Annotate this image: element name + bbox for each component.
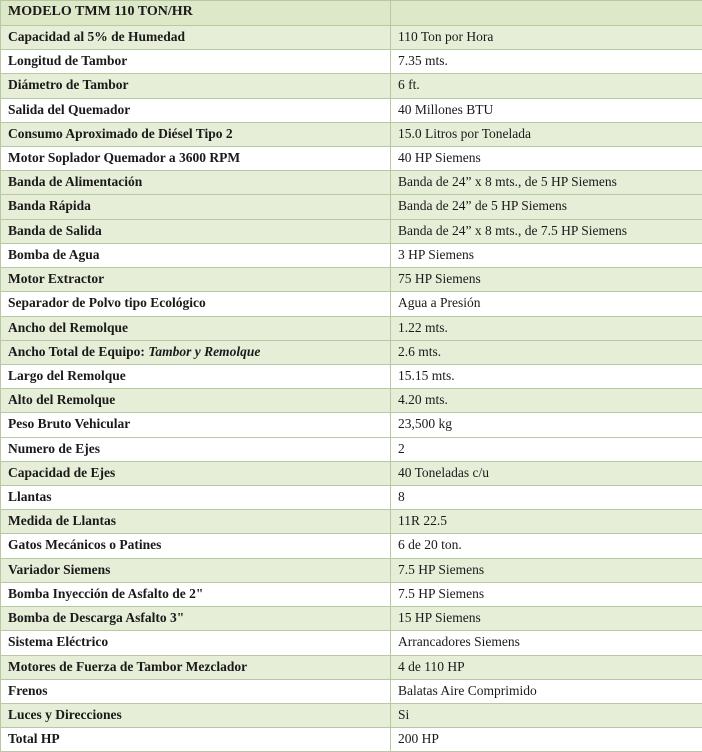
spec-label: Consumo Aproximado de Diésel Tipo 2 <box>1 122 391 146</box>
spec-label: Llantas <box>1 486 391 510</box>
table-row <box>1 582 702 606</box>
spec-label: Motor Extractor <box>1 268 391 292</box>
spec-value: 23,500 kg <box>391 413 702 437</box>
table-row <box>1 171 702 195</box>
table-row <box>1 364 702 388</box>
table-row <box>1 631 702 655</box>
spec-label: Diámetro de Tambor <box>1 74 391 98</box>
table-row <box>1 219 702 243</box>
spec-value: 8 <box>391 486 702 510</box>
table-row <box>1 316 702 340</box>
spec-value: 15.0 Litros por Tonelada <box>391 122 702 146</box>
table-row <box>1 268 702 292</box>
table-header-row <box>1 1 702 26</box>
spec-value: 4 de 110 HP <box>391 655 702 679</box>
spec-label: Banda Rápida <box>1 195 391 219</box>
spec-value: Agua a Presión <box>391 292 702 316</box>
table-row <box>1 704 702 728</box>
table-row <box>1 728 702 752</box>
spec-value: Si <box>391 704 702 728</box>
spec-value: 7.5 HP Siemens <box>391 558 702 582</box>
spec-label: Numero de Ejes <box>1 437 391 461</box>
specifications-table-body <box>1 1 702 752</box>
table-row <box>1 534 702 558</box>
spec-value: 40 Toneladas c/u <box>391 461 702 485</box>
spec-value: 110 Ton por Hora <box>391 25 702 49</box>
table-header-label: MODELO TMM 110 TON/HR <box>1 1 391 26</box>
spec-value: 40 HP Siemens <box>391 146 702 170</box>
table-row <box>1 122 702 146</box>
spec-value: Arrancadores Siemens <box>391 631 702 655</box>
spec-label: Sistema Eléctrico <box>1 631 391 655</box>
spec-label: Variador Siemens <box>1 558 391 582</box>
spec-label: Bomba de Agua <box>1 243 391 267</box>
table-row <box>1 437 702 461</box>
spec-value: 3 HP Siemens <box>391 243 702 267</box>
spec-value: Balatas Aire Comprimido <box>391 679 702 703</box>
spec-value: Banda de 24” de 5 HP Siemens <box>391 195 702 219</box>
spec-value: 15 HP Siemens <box>391 607 702 631</box>
table-row <box>1 50 702 74</box>
spec-label: Banda de Alimentación <box>1 171 391 195</box>
spec-value: 7.5 HP Siemens <box>391 582 702 606</box>
table-row <box>1 679 702 703</box>
table-row <box>1 486 702 510</box>
table-row <box>1 340 702 364</box>
spec-value: 1.22 mts. <box>391 316 702 340</box>
spec-value: 11R 22.5 <box>391 510 702 534</box>
spec-label: Peso Bruto Vehicular <box>1 413 391 437</box>
table-row <box>1 146 702 170</box>
spec-label <box>1 340 391 364</box>
table-row <box>1 607 702 631</box>
spec-value: 200 HP <box>391 728 702 752</box>
spec-label: Gatos Mecánicos o Patines <box>1 534 391 558</box>
spec-label-main: Ancho Total de Equipo: <box>8 344 145 359</box>
spec-label: Salida del Quemador <box>1 98 391 122</box>
table-row <box>1 389 702 413</box>
table-row <box>1 655 702 679</box>
spec-value: 2.6 mts. <box>391 340 702 364</box>
table-header-value <box>391 1 702 26</box>
spec-value: 40 Millones BTU <box>391 98 702 122</box>
spec-value: 7.35 mts. <box>391 50 702 74</box>
table-row <box>1 558 702 582</box>
spec-value: 6 de 20 ton. <box>391 534 702 558</box>
table-row <box>1 243 702 267</box>
table-row <box>1 413 702 437</box>
spec-label: Alto del Remolque <box>1 389 391 413</box>
spec-value: 2 <box>391 437 702 461</box>
spec-label: Banda de Salida <box>1 219 391 243</box>
spec-value: Banda de 24” x 8 mts., de 7.5 HP Siemens <box>391 219 702 243</box>
spec-label: Longitud de Tambor <box>1 50 391 74</box>
spec-value: 4.20 mts. <box>391 389 702 413</box>
table-row <box>1 98 702 122</box>
spec-label: Ancho del Remolque <box>1 316 391 340</box>
spec-label: Frenos <box>1 679 391 703</box>
spec-label: Capacidad de Ejes <box>1 461 391 485</box>
spec-label: Medida de Llantas <box>1 510 391 534</box>
spec-label: Separador de Polvo tipo Ecológico <box>1 292 391 316</box>
table-row <box>1 461 702 485</box>
spec-label: Motor Soplador Quemador a 3600 RPM <box>1 146 391 170</box>
table-row <box>1 74 702 98</box>
spec-value: 15.15 mts. <box>391 364 702 388</box>
spec-label: Capacidad al 5% de Humedad <box>1 25 391 49</box>
spec-value: 75 HP Siemens <box>391 268 702 292</box>
spec-value: 6 ft. <box>391 74 702 98</box>
table-row <box>1 25 702 49</box>
spec-label: Total HP <box>1 728 391 752</box>
table-row <box>1 195 702 219</box>
spec-label: Bomba de Descarga Asfalto 3" <box>1 607 391 631</box>
table-row <box>1 510 702 534</box>
table-row <box>1 292 702 316</box>
spec-value: Banda de 24” x 8 mts., de 5 HP Siemens <box>391 171 702 195</box>
spec-label: Motores de Fuerza de Tambor Mezclador <box>1 655 391 679</box>
spec-label: Luces y Direcciones <box>1 704 391 728</box>
spec-label-emphasis: Tambor y Remolque <box>145 344 260 359</box>
spec-label: Largo del Remolque <box>1 364 391 388</box>
spec-label: Bomba Inyección de Asfalto de 2" <box>1 582 391 606</box>
